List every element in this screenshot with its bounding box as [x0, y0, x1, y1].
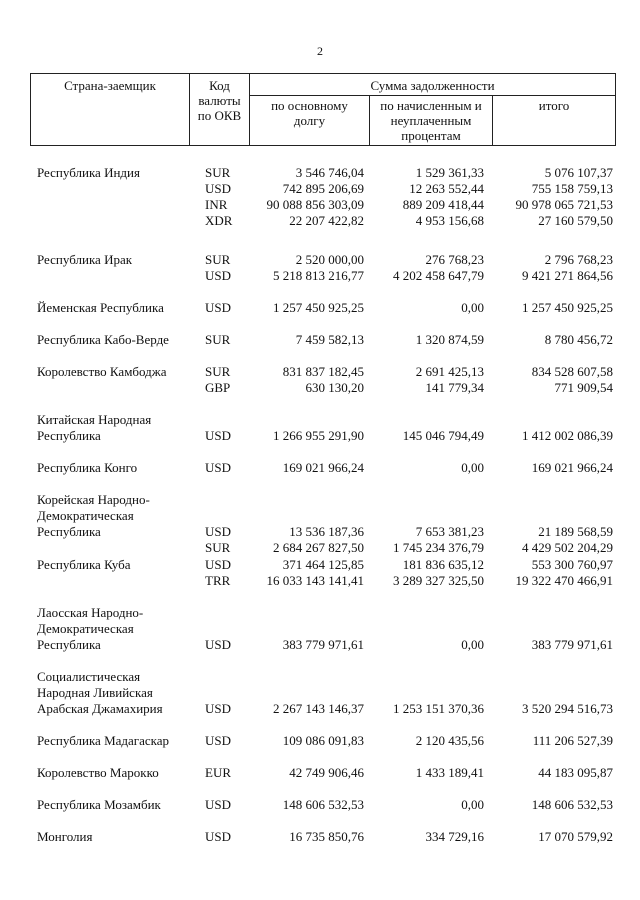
header-principal-line: по основному	[271, 98, 348, 113]
currency-entry	[0, 524, 640, 540]
currency-entry	[0, 557, 640, 573]
currency-code: SUR	[205, 252, 231, 267]
total-amount: 27 160 579,50	[538, 213, 613, 228]
currency-entry	[0, 797, 640, 813]
currency-entry	[0, 701, 640, 717]
principal-amount: 42 749 906,46	[289, 765, 364, 780]
interest-amount: 276 768,23	[425, 252, 484, 267]
country-name-line: Йеменская Республика	[37, 300, 164, 315]
country-name-line: Республика Мадагаскар	[37, 733, 170, 748]
currency-entry	[0, 300, 640, 316]
currency-entry	[0, 332, 640, 348]
currency-code: USD	[205, 268, 232, 283]
interest-amount: 1 253 151 370,36	[393, 701, 484, 716]
country-name-line: Республика Кабо-Верде	[37, 332, 169, 347]
currency-entry	[0, 765, 640, 781]
currency-code: SUR	[205, 540, 231, 555]
page-number: 2	[317, 44, 323, 58]
interest-amount: 1 745 234 376,79	[393, 540, 484, 555]
total-amount: 169 021 966,24	[531, 460, 613, 475]
country-name-line: Республика Мозамбик	[37, 797, 161, 812]
header-total: итого	[538, 98, 570, 113]
interest-amount: 3 289 327 325,50	[393, 573, 484, 588]
currency-code: USD	[205, 637, 232, 652]
interest-amount: 7 653 381,23	[415, 524, 484, 539]
currency-code: SUR	[205, 332, 231, 347]
currency-code: TRR	[205, 573, 231, 588]
country-name-line: Демократическая	[37, 508, 134, 523]
currency-entry	[0, 197, 640, 213]
principal-amount: 2 684 267 827,50	[273, 540, 364, 555]
currency-code: GBP	[205, 380, 231, 395]
total-amount: 1 257 450 925,25	[522, 300, 613, 315]
currency-code: XDR	[205, 213, 233, 228]
country-name-line: Королевство Марокко	[37, 765, 159, 780]
country-name-line: Республика Конго	[37, 460, 138, 475]
currency-code: USD	[205, 829, 232, 844]
interest-amount: 889 209 418,44	[402, 197, 484, 212]
header-debt-sum: Сумма задолженности	[250, 74, 615, 96]
currency-code: USD	[205, 797, 232, 812]
currency-code: USD	[205, 181, 232, 196]
total-amount: 17 070 579,92	[538, 829, 613, 844]
interest-amount: 181 836 635,12	[402, 557, 484, 572]
total-amount: 19 322 470 466,91	[515, 573, 613, 588]
principal-amount: 1 257 450 925,25	[273, 300, 364, 315]
total-amount: 21 189 568,59	[538, 524, 613, 539]
principal-amount: 371 464 125,85	[282, 557, 364, 572]
country-name-line: Демократическая	[37, 621, 134, 636]
total-amount: 111 206 527,39	[532, 733, 613, 748]
principal-amount: 22 207 422,82	[289, 213, 364, 228]
interest-amount: 1 433 189,41	[415, 765, 484, 780]
total-amount: 4 429 502 204,29	[522, 540, 613, 555]
interest-amount: 2 691 425,13	[415, 364, 484, 379]
header-currency-code-line: по ОКВ	[197, 108, 242, 123]
interest-amount: 2 120 435,56	[415, 733, 484, 748]
country-name-line: Республика	[37, 637, 101, 652]
country-name-line: Республика	[37, 524, 101, 539]
principal-amount: 148 606 532,53	[282, 797, 364, 812]
currency-entry	[0, 540, 640, 556]
total-amount: 553 300 760,97	[531, 557, 613, 572]
total-amount: 834 528 607,58	[531, 364, 613, 379]
interest-amount: 0,00	[461, 637, 484, 652]
currency-entry	[0, 213, 640, 229]
total-amount: 9 421 271 864,56	[522, 268, 613, 283]
total-amount: 771 909,54	[554, 380, 613, 395]
currency-entry	[0, 428, 640, 444]
total-amount: 5 076 107,37	[544, 165, 613, 180]
currency-entry	[0, 165, 640, 181]
total-amount: 2 796 768,23	[544, 252, 613, 267]
country-name-line: Китайская Народная	[37, 412, 152, 427]
currency-entry	[0, 252, 640, 268]
currency-code: USD	[205, 701, 232, 716]
country-name-line: Республика Куба	[37, 557, 131, 572]
interest-amount: 0,00	[461, 797, 484, 812]
currency-code: USD	[205, 733, 232, 748]
interest-amount: 145 046 794,49	[402, 428, 484, 443]
principal-amount: 742 895 206,69	[282, 181, 364, 196]
total-amount: 148 606 532,53	[531, 797, 613, 812]
interest-amount: 4 202 458 647,79	[393, 268, 484, 283]
principal-amount: 7 459 582,13	[295, 332, 364, 347]
interest-amount: 1 320 874,59	[415, 332, 484, 347]
country-name-line: Республика Индия	[37, 165, 140, 180]
currency-entry	[0, 733, 640, 749]
principal-amount: 16 033 143 141,41	[266, 573, 364, 588]
currency-code: USD	[205, 460, 232, 475]
principal-amount: 90 088 856 303,09	[266, 197, 364, 212]
country-name-line: Республика	[37, 428, 101, 443]
currency-entry	[0, 573, 640, 589]
currency-entry	[0, 829, 640, 845]
country-name-line: Монголия	[37, 829, 93, 844]
currency-code: INR	[205, 197, 228, 212]
header-interest-line: неуплаченным	[390, 113, 472, 128]
header-principal-line: долгу	[293, 113, 326, 128]
interest-amount: 1 529 361,33	[415, 165, 484, 180]
currency-entry	[0, 268, 640, 284]
country-name-line: Народная Ливийская	[37, 685, 153, 700]
country-name-line: Арабская Джамахирия	[37, 701, 163, 716]
currency-entry	[0, 637, 640, 653]
country-name-line: Королевство Камбоджа	[37, 364, 167, 379]
country-name-line: Республика Ирак	[37, 252, 133, 267]
currency-code: SUR	[205, 364, 231, 379]
principal-amount: 2 267 143 146,37	[273, 701, 364, 716]
principal-amount: 13 536 187,36	[289, 524, 364, 539]
currency-code: EUR	[205, 765, 231, 780]
currency-code: SUR	[205, 165, 231, 180]
principal-amount: 383 779 971,61	[282, 637, 364, 652]
country-name-line: Социалистическая	[37, 669, 141, 684]
principal-amount: 630 130,20	[305, 380, 364, 395]
total-amount: 755 158 759,13	[531, 181, 613, 196]
principal-amount: 16 735 850,76	[289, 829, 364, 844]
total-amount: 90 978 065 721,53	[515, 197, 613, 212]
principal-amount: 169 021 966,24	[282, 460, 364, 475]
currency-code: USD	[205, 557, 232, 572]
principal-amount: 831 837 182,45	[282, 364, 364, 379]
total-amount: 3 520 294 516,73	[522, 701, 613, 716]
principal-amount: 2 520 000,00	[295, 252, 364, 267]
currency-entry	[0, 364, 640, 380]
interest-amount: 12 263 552,44	[409, 181, 484, 196]
principal-amount: 109 086 091,83	[282, 733, 364, 748]
principal-amount: 1 266 955 291,90	[273, 428, 364, 443]
country-name-line: Лаосская Народно-	[37, 605, 144, 620]
interest-amount: 141 779,34	[425, 380, 484, 395]
currency-code: USD	[205, 300, 232, 315]
header-currency-code-line: Код	[209, 78, 230, 93]
currency-entry	[0, 380, 640, 396]
header-country: Страна-заемщик	[31, 74, 190, 145]
total-amount: 1 412 002 086,39	[522, 428, 613, 443]
principal-amount: 3 546 746,04	[295, 165, 364, 180]
interest-amount: 0,00	[461, 460, 484, 475]
interest-amount: 334 729,16	[425, 829, 484, 844]
header-currency-code-line: валюты	[198, 93, 241, 108]
currency-entry	[0, 460, 640, 476]
total-amount: 383 779 971,61	[531, 637, 613, 652]
currency-entry	[0, 181, 640, 197]
header-interest-line: процентам	[401, 128, 461, 143]
total-amount: 8 780 456,72	[544, 332, 613, 347]
principal-amount: 5 218 813 216,77	[273, 268, 364, 283]
currency-code: USD	[205, 428, 232, 443]
header-interest-line: по начисленным и	[380, 98, 482, 113]
interest-amount: 4 953 156,68	[415, 213, 484, 228]
total-amount: 44 183 095,87	[538, 765, 613, 780]
currency-code: USD	[205, 524, 232, 539]
country-name-line: Корейская Народно-	[37, 492, 150, 507]
interest-amount: 0,00	[461, 300, 484, 315]
